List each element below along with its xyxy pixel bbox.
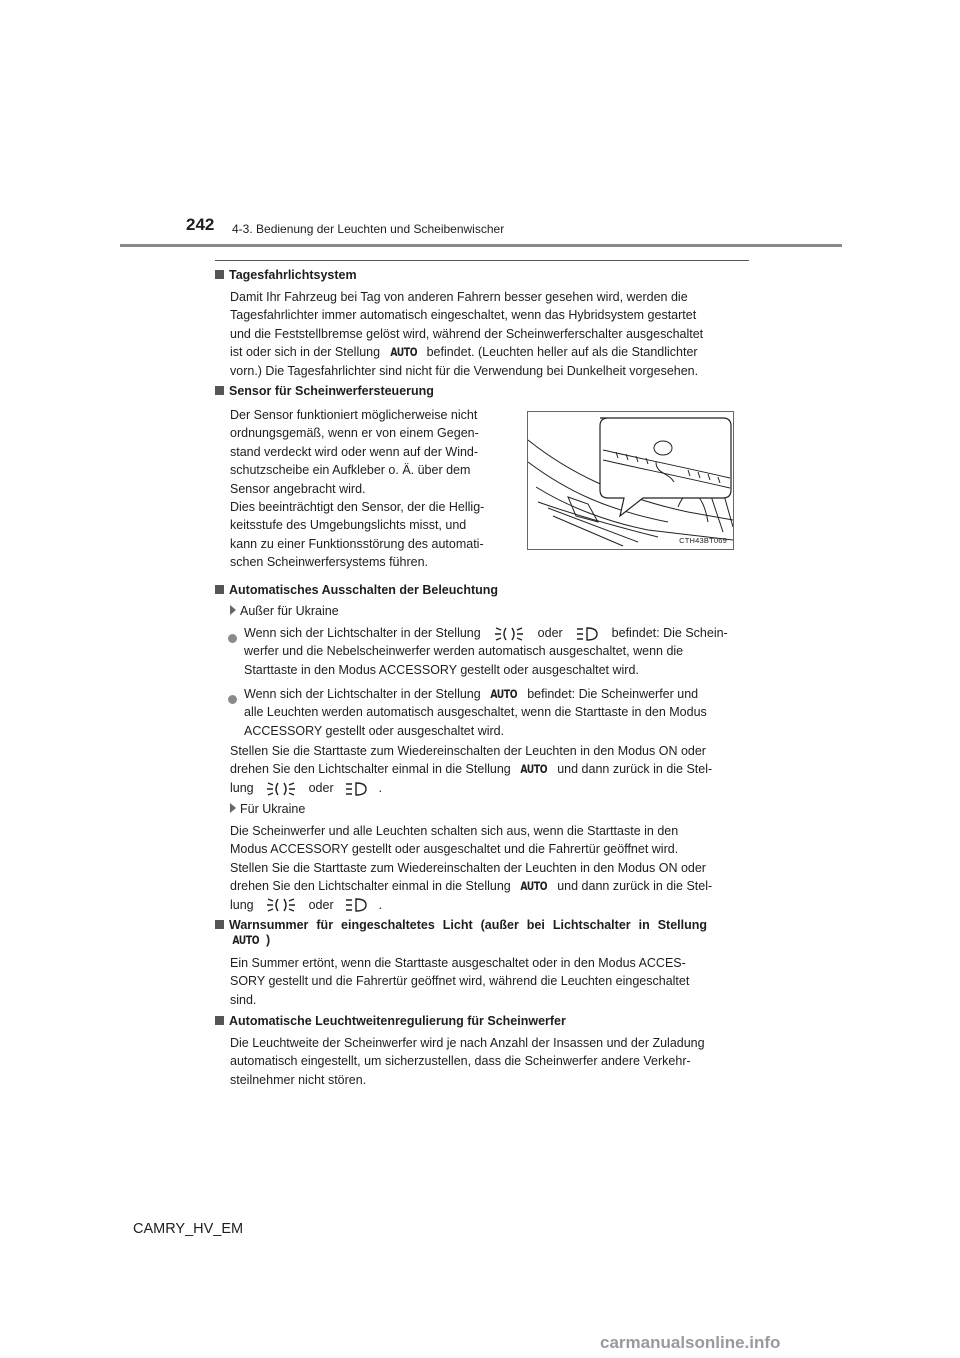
bullet-1-text: Wenn sich der Lichtschalter in der Stellung oder befindet: Die Schein- werfer und die Nebelscheinwerfer werden automatisch ausgeschaltet, wenn die Starttaste in den Modus ACCESSORY gestellt oder ausgeschaltet wird.	[244, 626, 728, 677]
heading-warn: Warnsummer für eingeschaltetes Licht (außer bei Lichtschalter in Stellung AUTO )	[215, 918, 745, 947]
heading-square-icon	[215, 386, 224, 395]
auto-icon: AUTO	[490, 687, 518, 701]
para-sensor: Der Sensor funktioniert möglicherweise nicht ordnungsgemäß, wenn er von einem Gegen- stand verdeckt wird oder wenn auf der Wind- schutzscheibe ein Aufkleber o. Ä. über dem Sensor angebracht wird. Dies beeinträchtigt den Sensor, der die Hellig- keitsstufe des Umgebungslichts misst, und kann zu einer Funktionsstörung des automati- schen Scheinwerfersystems führen.	[230, 408, 485, 570]
para-ukraine: Die Scheinwerfer und alle Leuchten schalten sich aus, wenn die Starttaste in den Modus ACCESSORY gestellt oder ausgeschaltet und die Fahrertür geöffnet wird. Stellen Sie die Starttaste zum Wiedereinschalten der Leuchten in den Modus ON oder drehen Sie den Lichtschalter einmal in die Stellung AUTO und dann zurück in die Stel- lung oder .	[230, 824, 713, 912]
chapter-title: 4-3. Bedienung der Leuchten und Scheibenwischer	[232, 222, 505, 236]
heading-tagesfahrlicht: Tagesfahrlichtsystem	[215, 268, 357, 282]
para-warn: Ein Summer ertönt, wenn die Starttaste ausgeschaltet oder in den Modus ACCES- SORY gestellt und die Fahrertür geöffnet wird, während die Leuchten eingeschaltet sind.	[230, 956, 690, 1007]
bullet-icon	[228, 695, 237, 704]
heading-square-icon	[215, 920, 224, 929]
parking-light-icon	[493, 626, 525, 642]
auto-icon: AUTO	[389, 345, 417, 360]
page-number: 242	[186, 215, 215, 234]
auto-icon: AUTO	[520, 762, 548, 777]
watermark: carmanualsonline.info	[600, 1333, 781, 1352]
auto-icon: AUTO	[232, 933, 260, 947]
headlight-icon	[345, 897, 367, 913]
auto-icon: AUTO	[520, 879, 548, 894]
sensor-illustration	[527, 411, 734, 550]
bullet-2-marker	[228, 691, 237, 709]
heading-square-icon	[215, 270, 224, 279]
headlight-icon	[576, 626, 598, 642]
header-rule	[120, 244, 842, 247]
parking-light-icon	[265, 781, 297, 797]
para-tagesfahrlicht: Damit Ihr Fahrzeug bei Tag von anderen Fahrern besser gesehen wird, werden die Tagesfahrlichter immer automatisch eingeschaltet, wenn das Hybridsystem gestartet und die Feststellbremse gelöst wird, während der Scheinwerferschalter ausgeschaltet ist oder sich in der Stellung AUTO befindet. (Leuchten heller auf als die Standlichter vorn.) Die Tagesfahrlichter sind nicht für die Verwendung bei Dunkelheit vorgesehen.	[230, 290, 704, 378]
model-code: CAMRY_HV_EM	[133, 1221, 244, 1237]
subheading-ausser-ukraine: Außer für Ukraine	[230, 602, 339, 620]
section-rule	[215, 260, 749, 261]
arrow-icon	[230, 803, 236, 813]
heading-square-icon	[215, 1016, 224, 1025]
heading-leveling: Automatische Leuchtweitenregulierung für Scheinwerfer	[215, 1014, 566, 1028]
headlight-icon	[345, 781, 367, 797]
subheading-ukraine: Für Ukraine	[230, 800, 305, 818]
heading-square-icon	[215, 585, 224, 594]
heading-sensor: Sensor für Scheinwerfersteuerung	[215, 384, 434, 398]
figure-code: CTH43BT069	[679, 536, 727, 545]
arrow-icon	[230, 605, 236, 615]
para-reenable-1: Stellen Sie die Starttaste zum Wiedereinschalten der Leuchten in den Modus ON oder drehen Sie den Lichtschalter einmal in die Stellung AUTO und dann zurück in die Stel- lung oder .	[230, 744, 713, 795]
para-leveling: Die Leuchtweite der Scheinwerfer wird je nach Anzahl der Insassen und der Zuladung automatisch eingestellt, um sicherzustellen, dass die Scheinwerfer andere Verkehr- steilnehmer nicht stören.	[230, 1036, 705, 1087]
bullet-2-text: Wenn sich der Lichtschalter in der Stellung AUTO befindet: Die Scheinwerfer und alle Leuchten werden automatisch ausgeschaltet, wenn die Starttaste in den Modus ACCESSORY gestellt oder ausgeschaltet wird.	[244, 687, 707, 738]
heading-auto-off: Automatisches Ausschalten der Beleuchtung	[215, 583, 498, 597]
parking-light-icon	[265, 897, 297, 913]
windshield-sensor-drawing	[528, 412, 733, 549]
bullet-1-marker	[228, 630, 237, 648]
bullet-icon	[228, 634, 237, 643]
